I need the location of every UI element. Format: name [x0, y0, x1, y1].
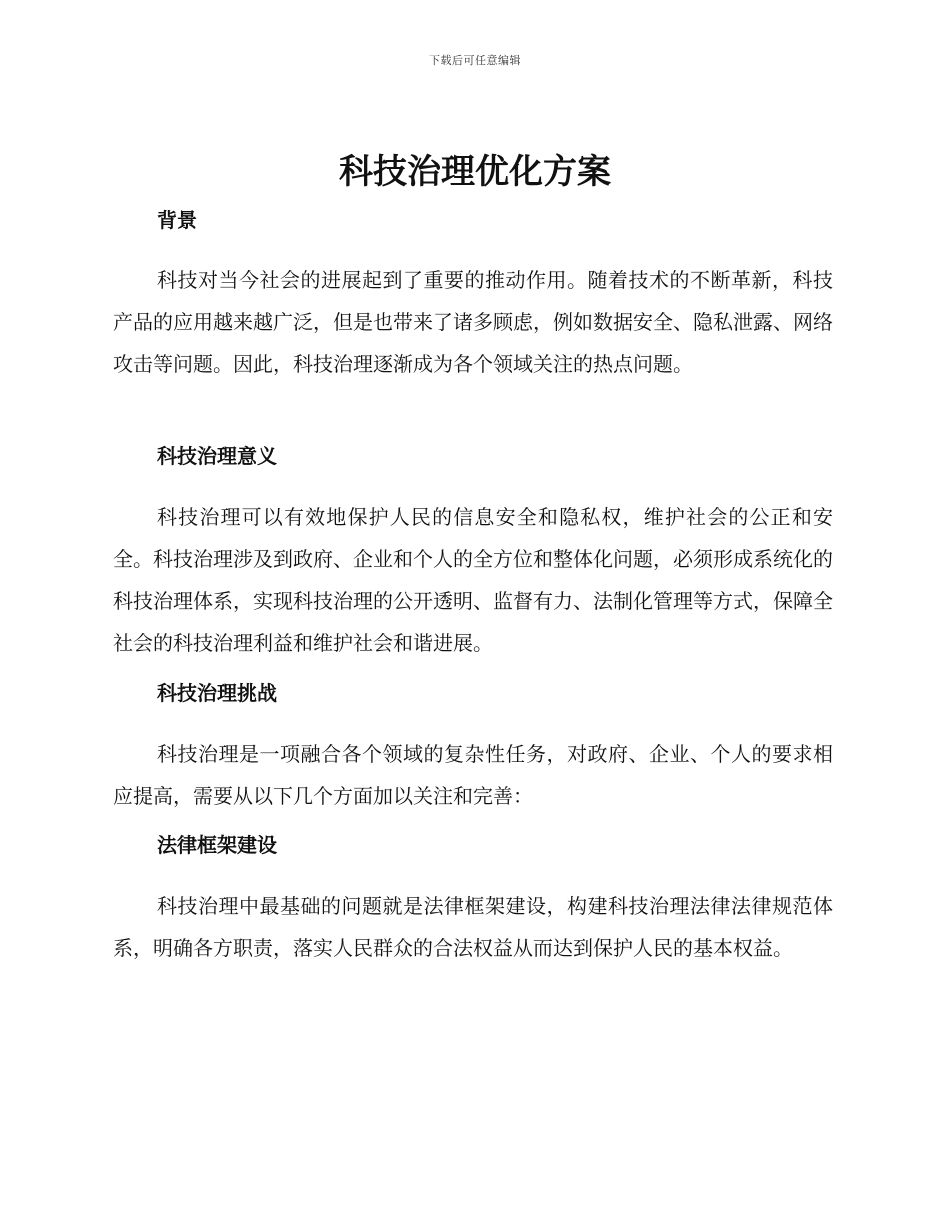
section-heading: 科技治理挑战: [157, 681, 277, 705]
section-paragraph: 科技治理可以有效地保护人民的信息安全和隐私权，维护社会的公正和安全。科技治理涉及到政府、企业和个人的全方位和整体化问题，必须形成系统化的科技治理体系，实现科技治理的公开透明、监督有力、法制化管理等方式，保障全社会的科技治理利益和维护社会和谐进展。: [113, 505, 833, 655]
section-challenges: [113, 679, 833, 817]
section-paragraph: 科技治理是一项融合各个领域的复杂性任务，对政府、企业、个人的要求相应提高，需要从以下几个方面加以关注和完善：: [113, 742, 833, 808]
section-legal-framework: [113, 831, 833, 969]
section-background: [113, 206, 833, 385]
section-significance: [113, 442, 833, 664]
section-heading: 法律框架建设: [157, 833, 277, 857]
document-title: 科技治理优化方案: [339, 152, 611, 192]
section-paragraph: 科技治理中最基础的问题就是法律框架建设，构建科技治理法律法律规范体系，明确各方职责，落实人民群众的合法权益从而达到保护人民的基本权益。: [113, 894, 833, 960]
section-heading: 科技治理意义: [157, 444, 277, 468]
page-header: 下载后可任意编辑: [429, 54, 521, 67]
section-heading: 背景: [157, 208, 197, 232]
section-paragraph: 科技对当今社会的进展起到了重要的推动作用。随着技术的不断革新，科技产品的应用越来越广泛，但是也带来了诸多顾虑，例如数据安全、隐私泄露、网络攻击等问题。因此，科技治理逐渐成为各个领域关注的热点问题。: [113, 268, 833, 376]
